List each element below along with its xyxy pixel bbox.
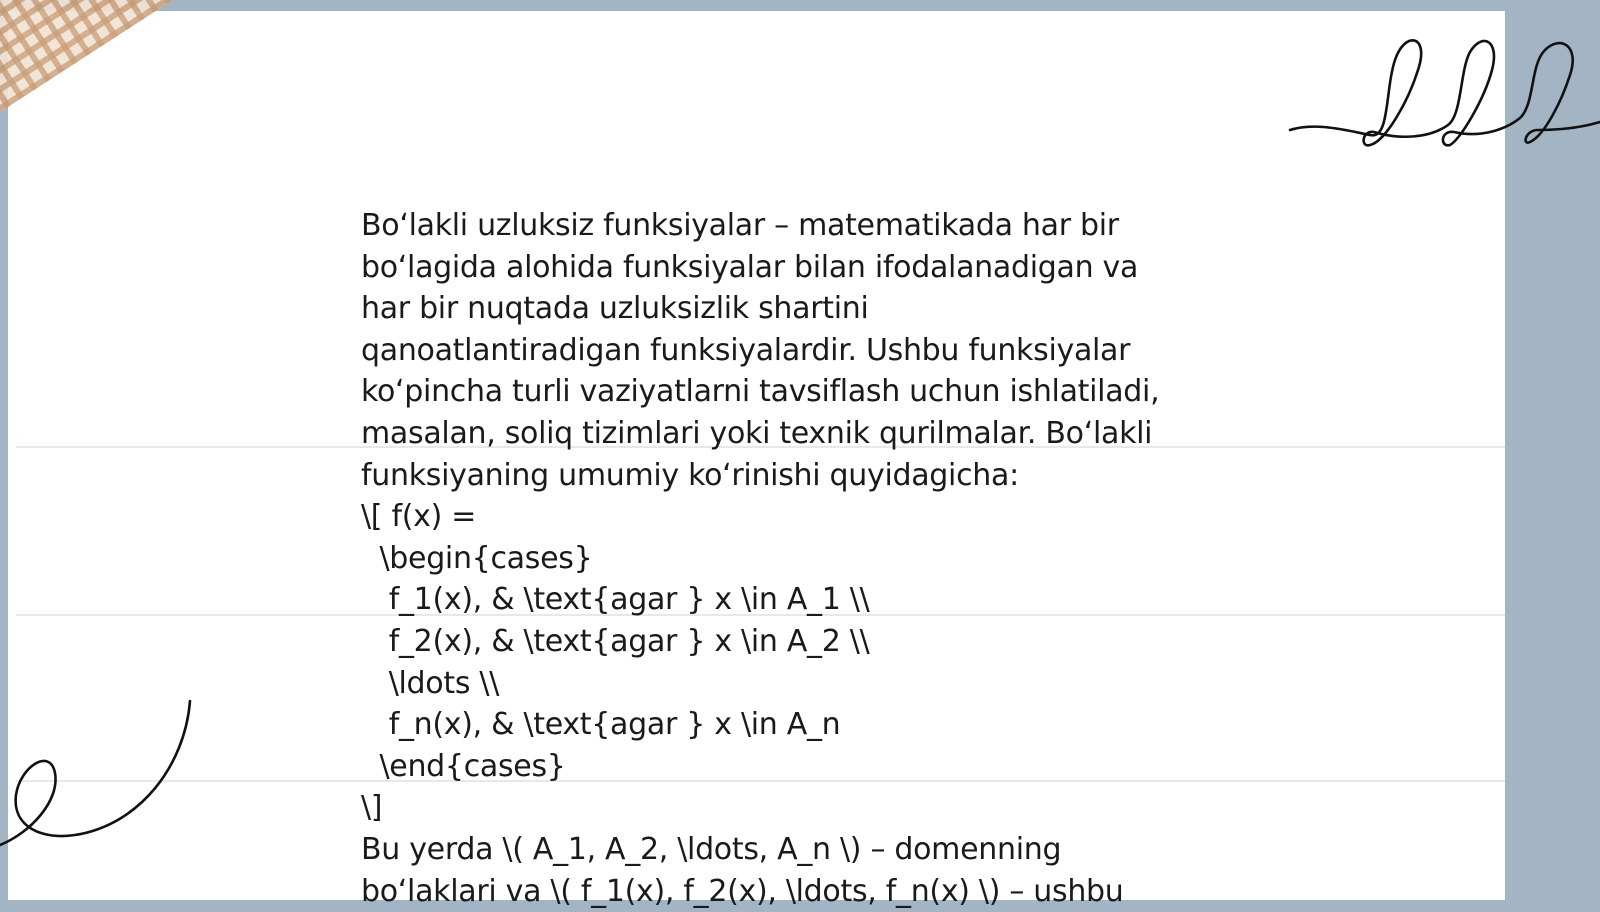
slide-body-text: Bo‘lakli uzluksiz funksiyalar – matematikada har bir bo‘lagida alohida funksiyalar bilan ifodalanadigan va har bir nuqtada uzluksizlik shartini qanoatlantiradigan funksiyalardir. Ushbu funksiyalar ko‘pincha turli vaziyatlarni tavsiflash uchun ishlatiladi, masalan, soliq tizimlari yoki texnik qurilmalar. Bo‘lakli funksiyaning umumiy ko‘rinishi quyidagicha: \[ f(x) = \begin{cases} f_1(x), & \text{agar } x \in A_1 \\ f_2(x), & \text{agar } x \in A_2 \\ \ldots \\ f_n(x), & \text{agar } x \in A_n \end{cases} \] Bu yerda \( A_1, A_2, \ldots, A_n \) – domenning bo‘laklari va \( f_1(x), f_2(x), \ldots, f_n(x) \) – ushbu <box>361 208 1160 909</box>
swoosh-doodle-icon <box>0 695 200 850</box>
loop-doodle-icon <box>1290 30 1600 165</box>
